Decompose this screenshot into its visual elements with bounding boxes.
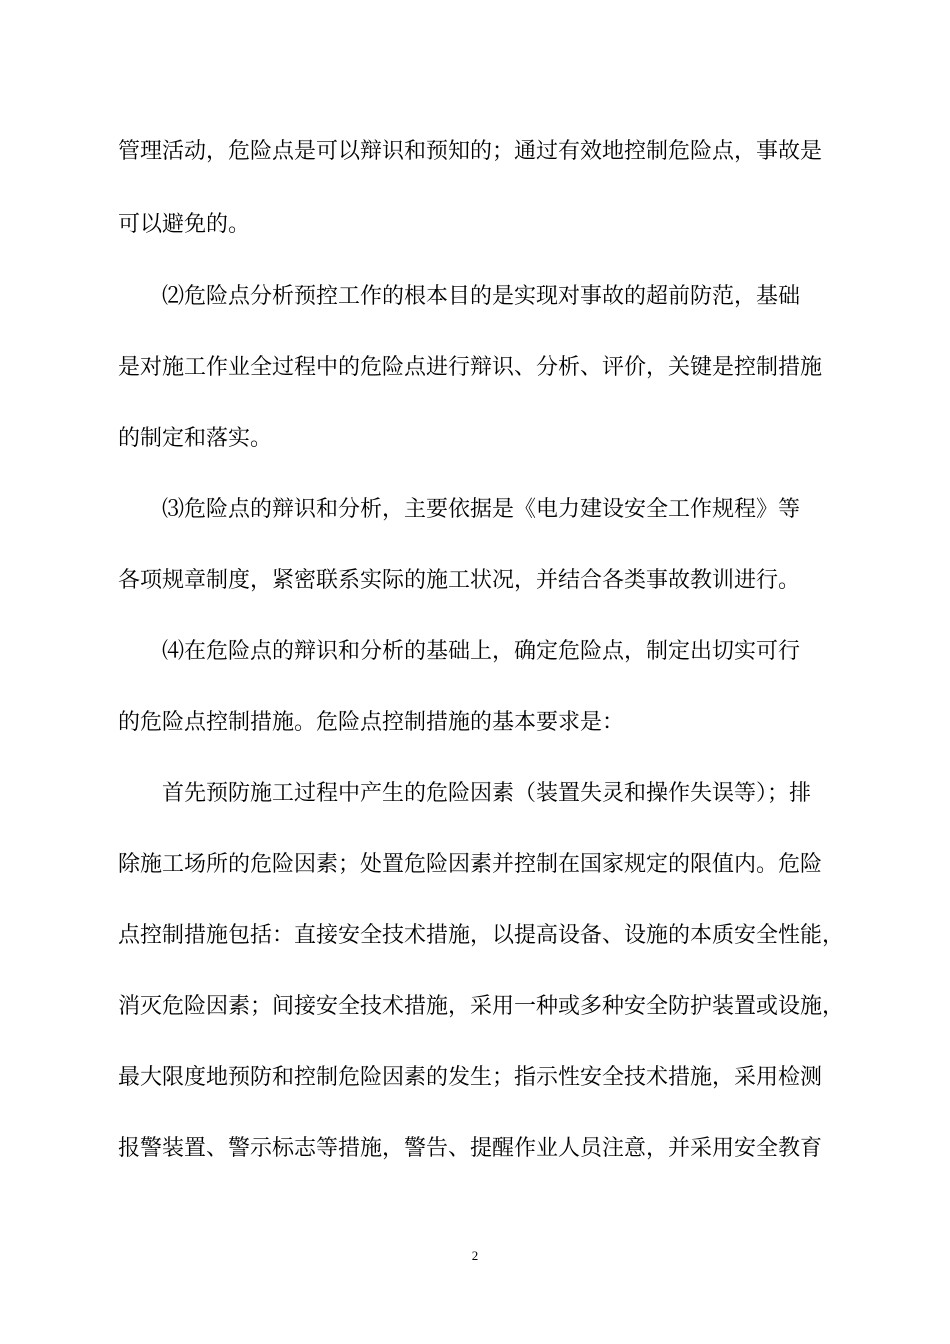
text-line-15: 报警装置、警示标志等措施，警告、提醒作业人员注意，并采用安全教育: [118, 1136, 823, 1161]
text-line-13: 消灭危险因素；间接安全技术措施，采用一种或多种安全防护装置或设施，: [118, 994, 845, 1019]
text-line-11: 除施工场所的危险因素；处置危险因素并控制在国家规定的限值内。危险: [118, 852, 823, 877]
text-line-3: ⑵危险点分析预控工作的根本目的是实现对事故的超前防范，基础: [162, 284, 801, 309]
text-line-10: 首先预防施工过程中产生的危险因素（装置失灵和操作失误等）；排: [162, 781, 812, 806]
text-line-8: ⑷在危险点的辩识和分析的基础上，确定危险点，制定出切实可行: [162, 639, 801, 664]
text-line-2: 可以避免的。: [118, 212, 251, 237]
text-line-1: 管理活动，危险点是可以辩识和预知的；通过有效地控制危险点，事故是: [118, 139, 823, 164]
text-line-12: 点控制措施包括：直接安全技术措施，以提高设备、设施的本质安全性能，: [118, 923, 845, 948]
text-line-9: 的危险点控制措施。危险点控制措施的基本要求是：: [118, 710, 625, 735]
page-number: 2: [471, 1248, 479, 1263]
text-line-4: 是对施工作业全过程中的危险点进行辩识、分析、评价，关键是控制措施: [118, 355, 823, 380]
text-line-7: 各项规章制度，紧密联系实际的施工状况，并结合各类事故教训进行。: [118, 568, 801, 593]
text-line-14: 最大限度地预防和控制危险因素的发生；指示性安全技术措施，采用检测: [118, 1065, 823, 1090]
text-line-6: ⑶危险点的辩识和分析，主要依据是《电力建设安全工作规程》等: [162, 497, 801, 522]
text-line-5: 的制定和落实。: [118, 426, 273, 451]
